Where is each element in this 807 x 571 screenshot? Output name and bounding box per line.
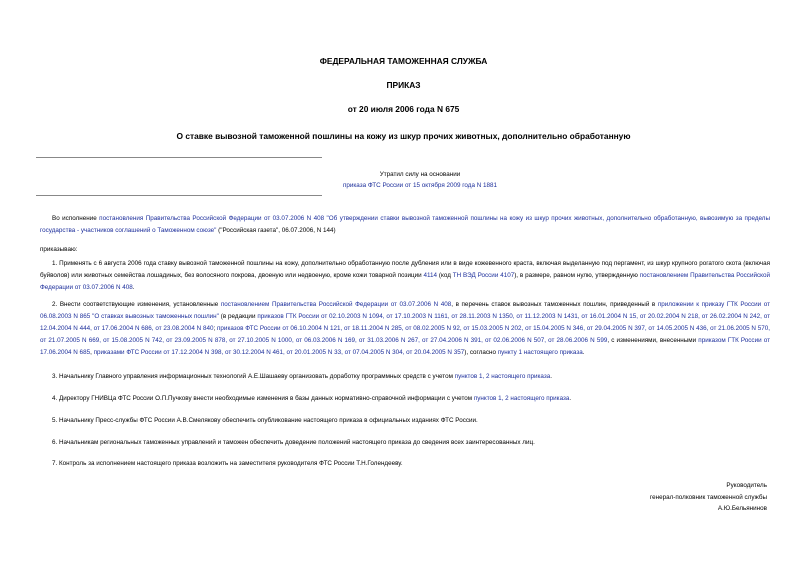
paragraph-2 (40, 299, 770, 359)
preamble-paragraph (40, 213, 770, 237)
divider-bottom (36, 195, 322, 196)
paragraph-7: 7. Контроль за исполнением настоящего приказа возложить на заместителя руководителя ФТС России Т.Н.Голендееву. (52, 460, 403, 467)
p2-text-4: ; (213, 325, 218, 332)
p4-text-end: . (569, 395, 572, 402)
p2-link-point-1[interactable]: пункту 1 настоящего приказа (497, 349, 583, 356)
paragraph-3 (40, 371, 770, 383)
paragraph-5: 5. Начальнику Пресс-службы ФТС России А.В.Смеляковy обеспечить опубликование настоящего приказа в официальных изданиях ФТС России. (52, 417, 478, 424)
orders-line: приказываю: (40, 246, 78, 253)
document-type: ПРИКАЗ (386, 80, 421, 90)
p2-text-3: (в редакции (218, 313, 258, 320)
p2-text-1: 2. Внести соответствующие изменения, установленные (52, 301, 221, 308)
divider-top (36, 157, 322, 158)
agency-name: ФЕДЕРАЛЬНАЯ ТАМОЖЕННАЯ СЛУЖБА (319, 56, 488, 66)
p1-link-decree[interactable]: постановлением Правительства Российской Федерации от 03.07.2006 N 408 (40, 272, 770, 291)
p2-link-decree[interactable]: постановлением Правительства Российской Федерации от 03.07.2006 N 408 (220, 301, 452, 308)
p1-text: 1. Применять с 6 августа 2006 года ставку вывозной таможенной пошлины на кожу, дополнительно обработанную после дубления или в виде кожевенного краста, включая выделанную под пергамент, из шкур крупного рогатого скота (включая буйволов) или животных семейства лошадиных, без волосяного покрова, двоеную или недвоеную, кроме кожи товарной позиции (40, 260, 770, 279)
p1-text-4: . (132, 284, 135, 291)
p2-text-7: ), согласно (464, 349, 498, 356)
p1-text-3: ), в размере, равном нулю, утвержденную (514, 272, 640, 279)
preamble-source: ("Российская газета", 06.07.2006, N 144) (216, 227, 336, 234)
p2-link-gtk-orders[interactable]: приказов ГТК России от 02.10.2003 N 1094, от 17.10.2003 N 1161, от 28.11.2003 N 1350, от 11.12.2003 N 1431, от 16.01.2004 N 15, от 20.02.2004 N 218, от 26.02.2004 N 242, от 12.04.2004 N 444, от 17.06.2004 N 686, от 23.08.2004 N 840 (40, 313, 770, 332)
p2-link-gtk-order-685[interactable]: приказом ГТК России от 17.06.2004 N 685 (40, 337, 770, 356)
paragraph-1 (40, 258, 770, 294)
document-date: от 20 июля 2006 года N 675 (347, 104, 460, 114)
p2-text-6: , (90, 349, 94, 356)
p3-link[interactable]: пунктов 1, 2 настоящего приказа (454, 373, 551, 380)
p2-text-8: . (582, 349, 585, 356)
p2-link-fts-orders[interactable]: приказов ФТС России от 06.10.2004 N 121, от 18.11.2004 N 285, от 08.02.2005 N 92, от 15.03.2005 N 202, от 15.04.2005 N 346, от 29.04.2005 N 397, от 14.05.2005 N 436, от 21.06.2005 N 570, от 21.07.2005 N 669, от 15.08.2005 N 742, от 23.09.2005 N 878, от 27.10.2005 N 1000, от 06.03.2006 N 169, от 31.03.2006 N 267, от 27.04.2006 N 391, от 02.06.2006 N 507, от 28.06.2006 N 599 (40, 325, 771, 344)
signature-role: Руководитель (726, 482, 767, 489)
signature-block (507, 480, 767, 515)
p3-text-end: . (550, 373, 552, 380)
p1-link-4114[interactable]: 4114 (423, 272, 438, 279)
p1-link-tnved[interactable]: ТН ВЭД России 4107 (452, 272, 515, 279)
signature-name: А.Ю.Бельянинов (717, 505, 767, 512)
status-link[interactable]: приказа ФТС России от 15 октября 2009 года N 1881 (342, 182, 498, 189)
paragraph-6: 6. Начальникам региональных таможенных управлений и таможен обеспечить доведение положений настоящего приказа до сведения всех заинтересованных лиц. (52, 439, 535, 446)
status-note: Утратил силу на основании (379, 171, 461, 178)
document-subject: О ставке вывозной таможенной пошлины на кожу из шкур прочих животных, дополнительно обработанную (176, 131, 631, 141)
p2-link-fts-amendments[interactable]: приказами ФТС России от 17.12.2004 N 398, от 30.12.2004 N 461, от 20.01.2005 N 33, от 07.04.2005 N 304, от 20.04.2005 N 357 (93, 349, 465, 356)
p4-text: 4. Директору ГНИВЦа ФТС России О.П.Пучкову внести необходимые изменения в базы данных нормативно-справочной информации с учетом (52, 395, 474, 402)
preamble-text: Во исполнение (52, 215, 100, 222)
p2-text-2: , в перечень ставок вывозных таможенных пошлин, приведенный в (451, 301, 658, 308)
paragraph-4 (40, 393, 770, 405)
p2-link-annex[interactable]: приложении к приказу ГТК России от 06.08.2003 N 865 "О ставках вывозных таможенных пошлин" (40, 301, 771, 320)
p2-text-5: , с изменениями, внесенными (607, 337, 699, 344)
p1-text-2: (код (437, 272, 453, 279)
p3-text: 3. Начальнику Главного управления информационных технологий А.Е.Шашаеву организовать доработку программных средств с учетом (52, 373, 455, 380)
preamble-link[interactable]: постановления Правительства Российской Федерации от 03.07.2006 N 408 "Об утверждении ставки вывозной таможенной пошлины на кожу из шкур прочих животных, дополнительно обработанную, вывозимую за пределы государства - участников соглашений о Таможенном союзе" (40, 215, 770, 234)
signature-rank: генерал-полковник таможенной службы (649, 493, 767, 501)
p4-link[interactable]: пунктов 1, 2 настоящего приказа (473, 395, 570, 402)
